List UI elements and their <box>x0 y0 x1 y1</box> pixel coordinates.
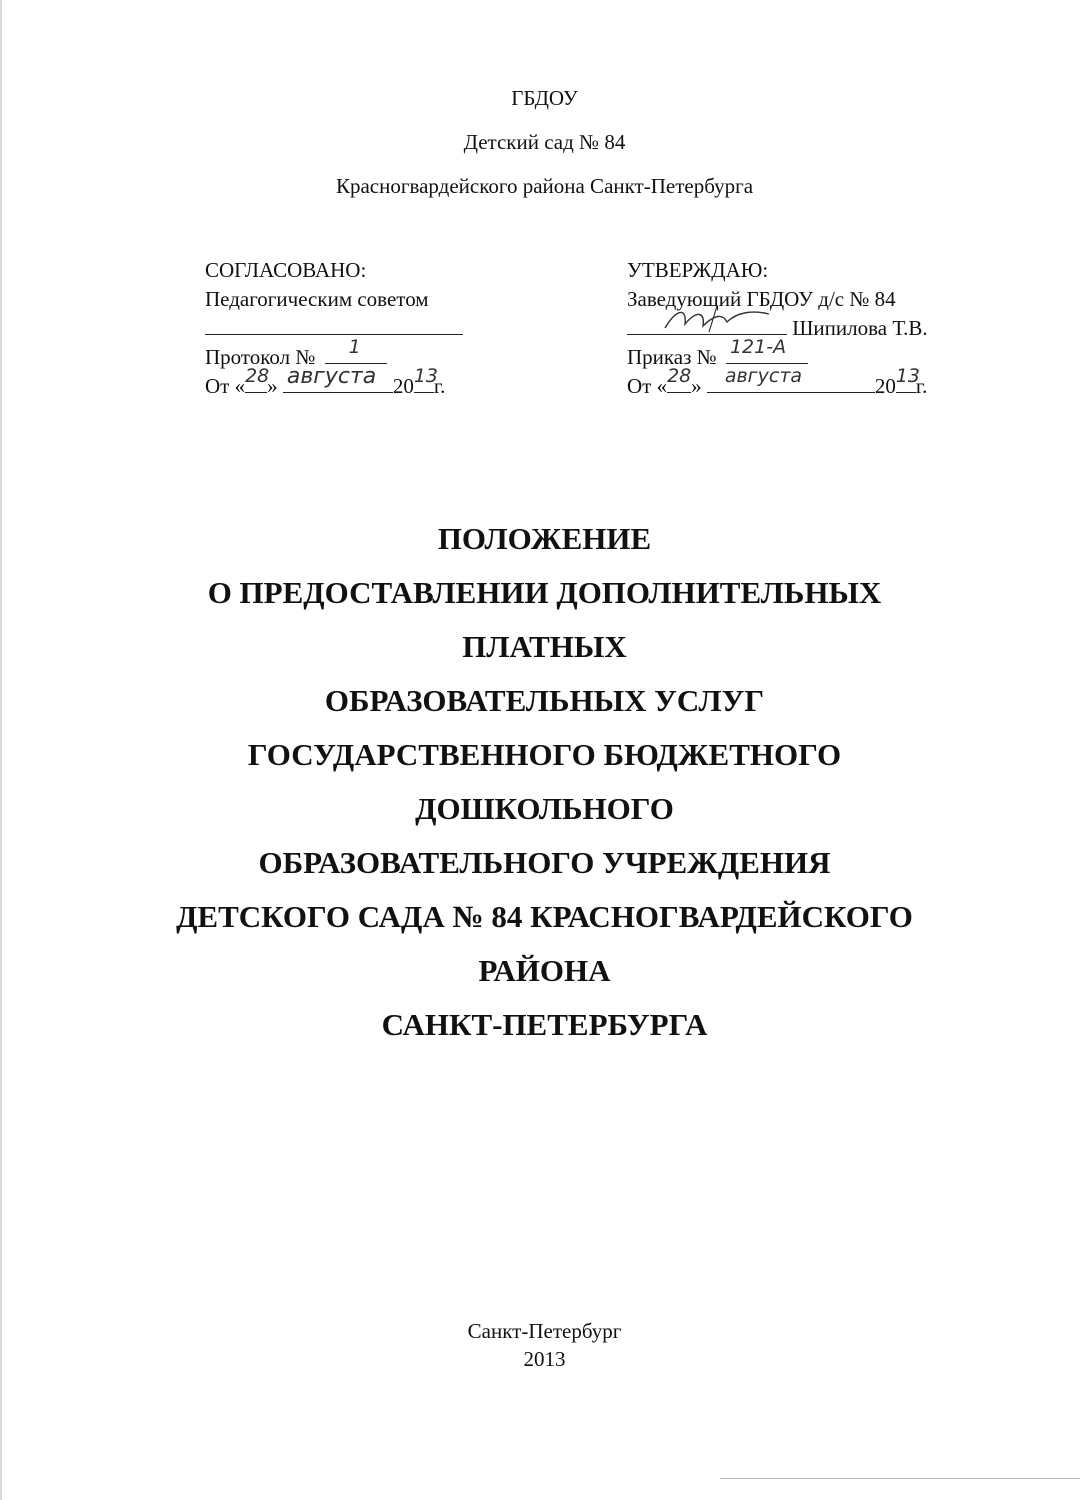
title-line: ОБРАЗОВАТЕЛЬНЫХ УСЛУГ <box>324 683 765 718</box>
title-line: ОБРАЗОВАТЕЛЬНОГО УЧРЕЖДЕНИЯ <box>258 845 831 880</box>
approved-signature <box>627 314 987 343</box>
footer-year: 2013 <box>523 1347 566 1371</box>
title-line: ПОЛОЖЕНИЕ <box>437 521 652 556</box>
title-line: ПЛАТНЫХ <box>462 629 627 664</box>
approved-date-year: 13 <box>895 365 921 387</box>
footer-city: Санкт-Петербург <box>467 1319 622 1343</box>
title-line: САНКТ-ПЕТЕРБУРГА <box>381 1007 708 1042</box>
approved-date-day: 28 <box>667 365 692 387</box>
protocol-number: 1 <box>348 336 361 358</box>
approved-block <box>627 256 987 401</box>
approved-date: От « 28 » августа 20 13 г. <box>627 372 987 401</box>
approved-position: Заведующий ГБДОУ д/с № 84 <box>627 287 896 311</box>
header-kindergarten: Детский сад № 84 <box>463 130 626 154</box>
document-title <box>0 512 1089 1052</box>
scan-edge-bottom <box>720 1478 1080 1479</box>
title-line: РАЙОНА <box>478 953 611 988</box>
approved-heading: УТВЕРЖДАЮ: <box>627 258 769 282</box>
approved-date-month: августа <box>724 365 803 387</box>
signature-mark <box>657 304 777 334</box>
agreed-date-day: 28 <box>245 365 270 387</box>
agreed-date: От « 28 » августа 20 13 г. <box>205 364 446 398</box>
order-number: 121-А <box>729 336 787 358</box>
header-org: ГБДОУ <box>511 86 578 110</box>
protocol-label: Протокол № <box>205 345 316 369</box>
title-line: ДЕТСКОГО САДА № 84 КРАСНОГВАРДЕЙСКОГО <box>176 899 913 934</box>
agreed-heading: СОГЛАСОВАНО: <box>205 258 367 282</box>
agreed-date-year: 13 <box>413 365 439 387</box>
header-district: Красногвардейского района Санкт-Петербурга <box>335 174 754 198</box>
title-line: ГОСУДАРСТВЕННОГО БЮДЖЕТНОГО <box>247 737 842 772</box>
agreed-by: Педагогическим советом <box>205 287 429 311</box>
title-line: ДОШКОЛЬНОГО <box>415 791 674 826</box>
agreed-block <box>205 256 505 401</box>
approved-name: Шипилова Т.В. <box>792 316 928 340</box>
agreed-date-month: августа <box>286 364 377 389</box>
order-label: Приказ № <box>627 345 717 369</box>
title-line: О ПРЕДОСТАВЛЕНИИ ДОПОЛНИТЕЛЬНЫХ <box>207 575 882 610</box>
